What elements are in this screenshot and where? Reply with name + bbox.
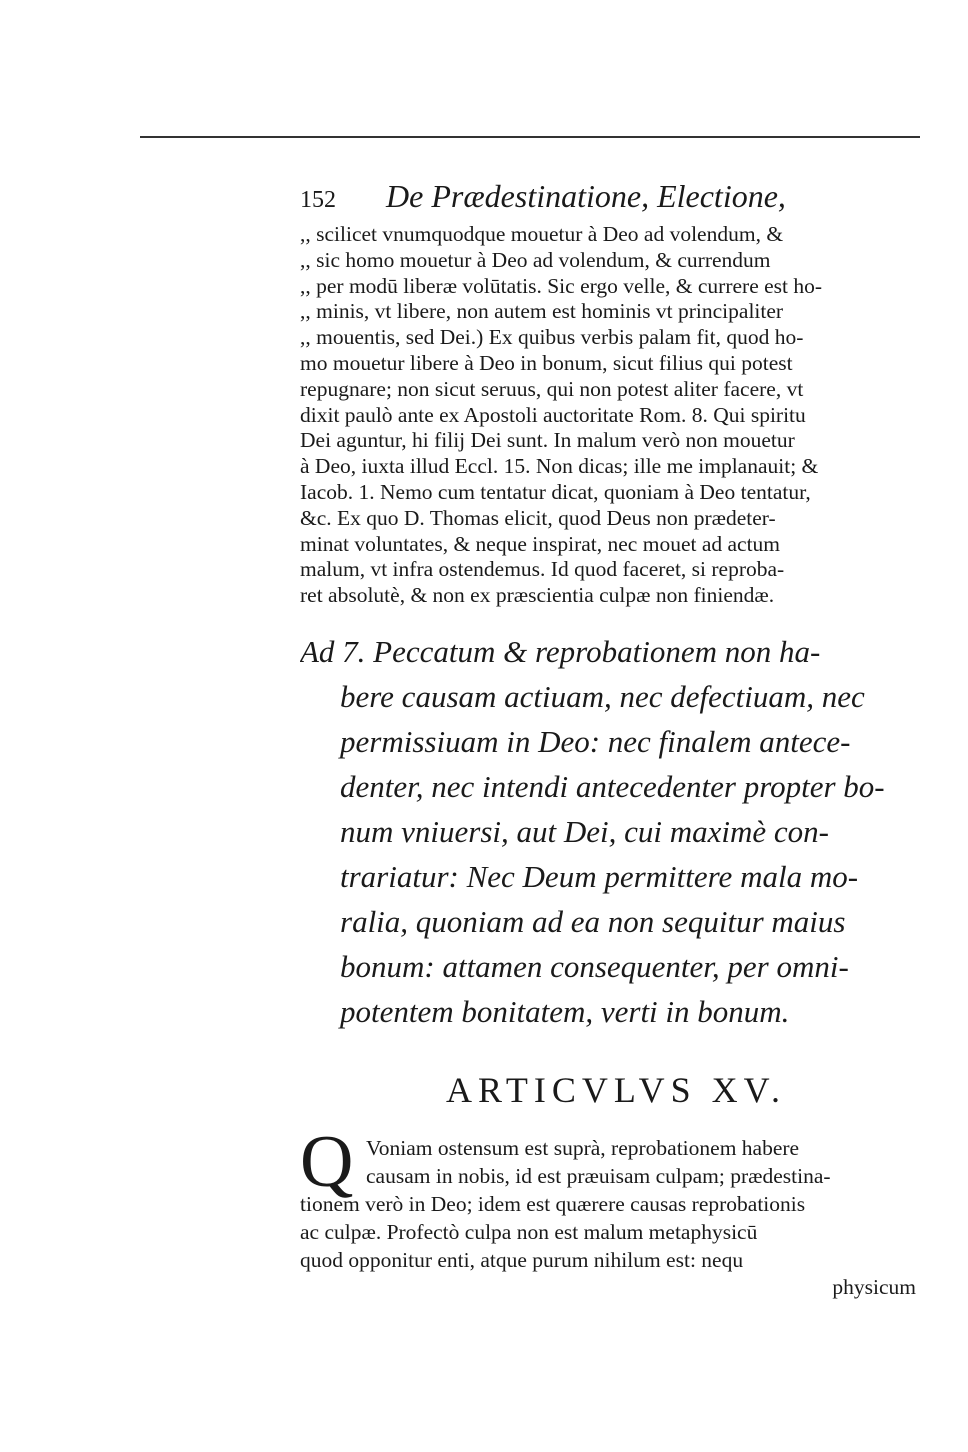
conclusion-line: bere causam actiuam, nec defectiuam, nec <box>340 678 865 714</box>
text-line: malum, vt infra ostendemus. Id quod faceret, si reproba- <box>300 557 785 582</box>
page-header <box>300 178 932 222</box>
text-line: à Deo, iuxta illud Eccl. 15. Non dicas; ille me implanauit; & <box>300 454 819 479</box>
conclusion-line: trariatur: Nec Deum permittere mala mo- <box>340 858 859 894</box>
text-line: Dei aguntur, hi filij Dei sunt. In malum verò non mouetur <box>300 428 795 453</box>
conclusion-line: bonum: attamen consequenter, per omni- <box>340 948 849 984</box>
article-line: ac culpæ. Profectò culpa non est malum metaphysicū <box>300 1219 758 1244</box>
text-line: ,, sic homo mouetur à Deo ad volendum, & currendum <box>300 247 771 272</box>
book-page <box>300 178 932 1300</box>
text-line: repugnare; non sicut seruus, qui non potest aliter facere, vt <box>300 376 804 401</box>
text-line: &c. Ex quo D. Thomas elicit, quod Deus non prædeter- <box>300 505 776 530</box>
text-line: minat voluntates, & neque inspirat, nec mouet ad actum <box>300 531 781 556</box>
article-line: Voniam ostensum est suprà, reprobationem habere <box>366 1135 800 1160</box>
text-line: ,, per modū liberæ volūtatis. Sic ergo velle, & currere est ho- <box>300 273 823 298</box>
body-paragraph <box>300 222 932 609</box>
conclusion-line: Ad 7. Peccatum & reprobationem non ha- <box>300 633 821 669</box>
text-line: dixit paulò ante ex Apostoli auctoritate Rom. 8. Qui spiritu <box>300 402 806 427</box>
article-line: tionem verò in Deo; idem est quærere causas reprobationis <box>300 1191 806 1216</box>
dropcap-letter: Q <box>300 1120 354 1203</box>
conclusion-line: permissiuam in Deo: nec finalem antece- <box>340 723 851 759</box>
text-line: ,, mouentis, sed Dei.) Ex quibus verbis palam fit, quod ho- <box>300 325 804 350</box>
text-line: ret absolutè, & non ex præscientia culpæ non finiendæ. <box>300 583 775 608</box>
conclusion-line: potentem bonitatem, verti in bonum. <box>340 993 790 1029</box>
conclusion-block <box>300 629 932 1034</box>
catchword: physicum <box>832 1274 916 1299</box>
conclusion-line: num vniuersi, aut Dei, cui maximè con- <box>340 813 829 849</box>
text-line: Iacob. 1. Nemo cum tentatur dicat, quoniam à Deo tentatur, <box>300 479 811 504</box>
conclusion-line: ralia, quoniam ad ea non sequitur maius <box>340 903 846 939</box>
conclusion-line: denter, nec intendi antecedenter propter bo- <box>340 768 885 804</box>
article-line: quod opponitur enti, atque purum nihilum est: nequ <box>300 1247 744 1272</box>
article-paragraph <box>300 1120 932 1300</box>
text-line: ,, scilicet vnumquodque mouetur à Deo ad volendum, & <box>300 222 784 246</box>
text-line: mo mouetur libere à Deo in bonum, sicut filius qui potest <box>300 350 793 375</box>
article-heading: ARTICVLVS XV. <box>446 1069 786 1110</box>
page-number: 152 <box>300 187 336 213</box>
article-line: causam in nobis, id est præuisam culpam; prædestina- <box>366 1163 831 1188</box>
text-line: ,, minis, vt libere, non autem est hominis vt principaliter <box>300 299 784 324</box>
running-title: De Prædestinatione, Electione, <box>386 178 786 214</box>
top-rule <box>140 136 920 138</box>
